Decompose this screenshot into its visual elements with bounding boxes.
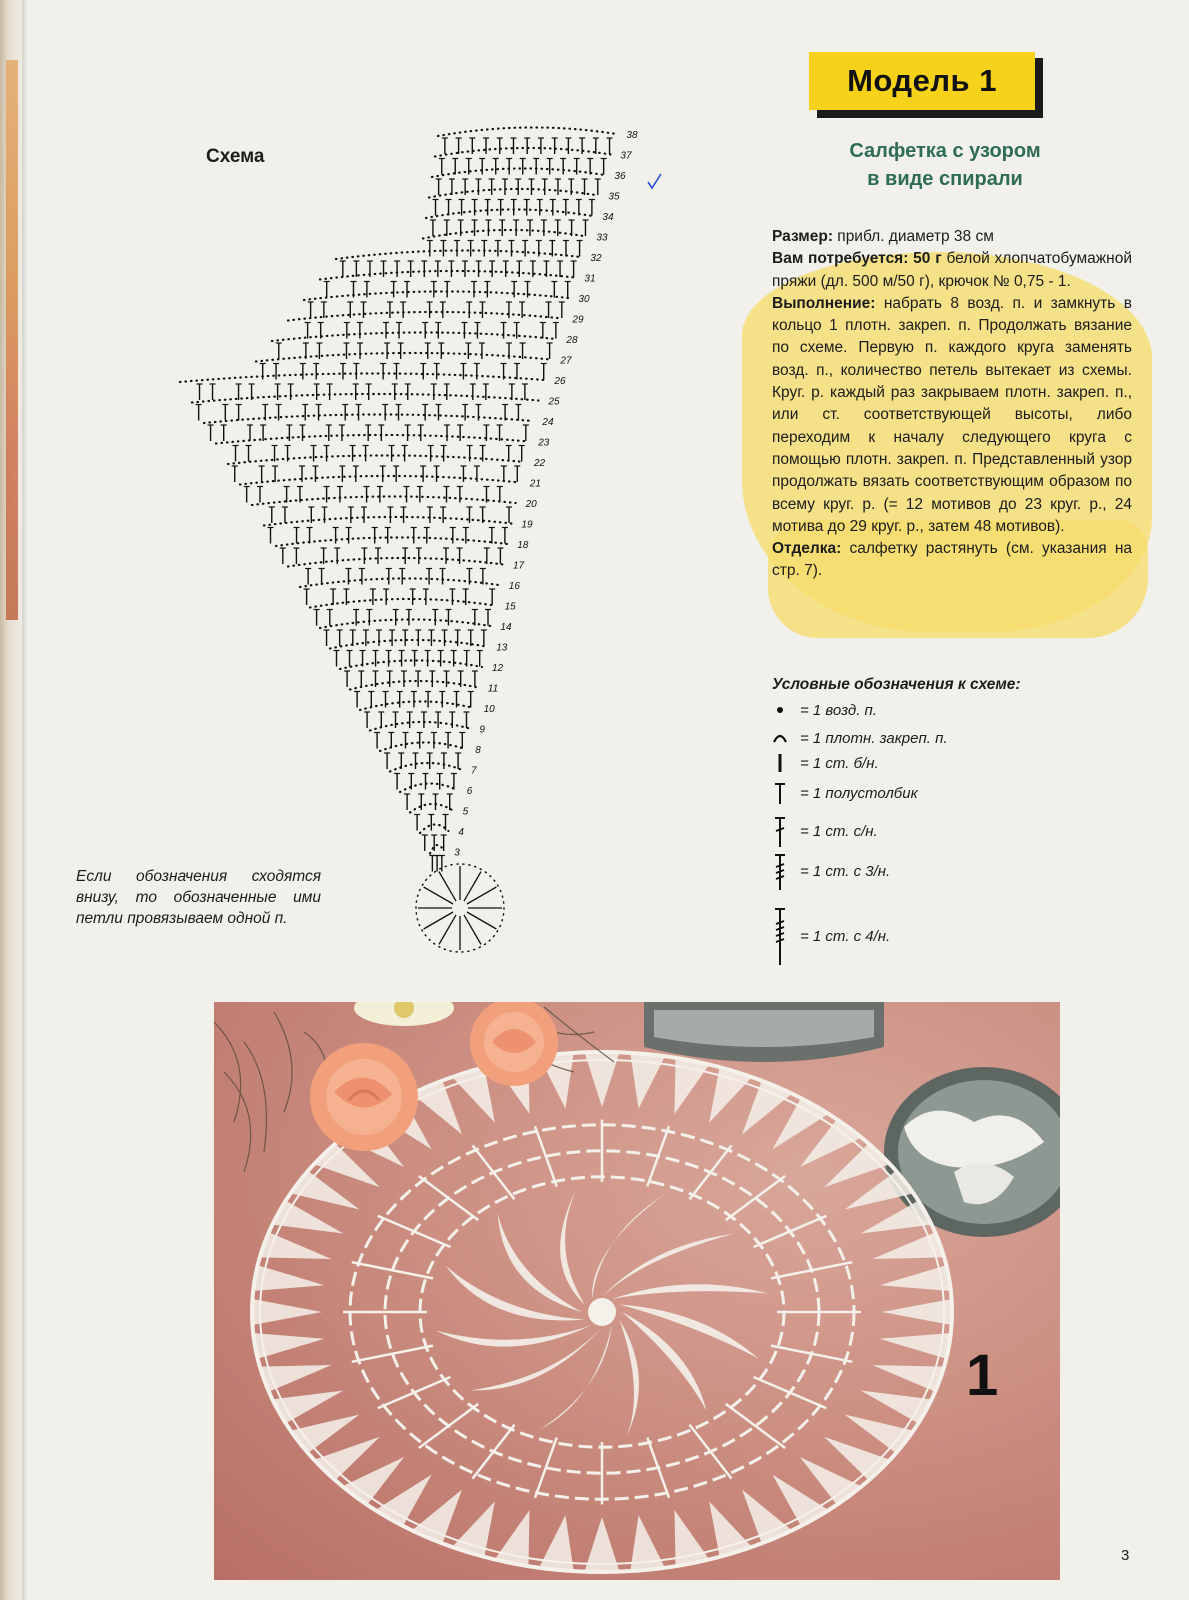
chain-row xyxy=(432,168,604,177)
spiral-arm xyxy=(612,1284,768,1299)
legend-item-half-double xyxy=(772,781,918,805)
row-number: 32 xyxy=(590,253,602,264)
fan-wedge xyxy=(253,1333,324,1359)
legend-text: = 1 ст. с/н. xyxy=(800,822,878,840)
spiral-arm xyxy=(446,1266,585,1321)
spiral-arm xyxy=(560,1187,585,1304)
legend-item-single xyxy=(772,751,879,775)
need-label: Вам потребуется: xyxy=(772,250,909,268)
fan-wedge xyxy=(872,1365,944,1392)
chain-row xyxy=(438,127,616,136)
row-number: 21 xyxy=(529,478,541,490)
chain-row xyxy=(272,332,556,341)
row-number: 28 xyxy=(566,335,578,346)
row-number: 11 xyxy=(487,683,499,695)
legend-item-chain xyxy=(772,698,877,722)
chain-row xyxy=(380,742,465,751)
fan-wedge xyxy=(452,1501,495,1556)
half-double-crochet-icon xyxy=(772,781,796,805)
chain-row xyxy=(429,189,598,198)
instructions xyxy=(772,226,1132,583)
mesh-spoke xyxy=(378,1216,451,1247)
fan-wedge xyxy=(880,1333,951,1359)
fan-wedge xyxy=(861,1201,932,1234)
mesh-spoke xyxy=(378,1377,451,1408)
fan-wedge xyxy=(252,1299,322,1325)
magazine-spine xyxy=(0,0,22,1600)
row-number: 37 xyxy=(620,150,632,162)
mesh-spoke xyxy=(726,1176,785,1220)
scheme-label: Схема xyxy=(206,146,265,167)
size-text: прибл. диаметр 38 см xyxy=(837,228,994,245)
doily-photo xyxy=(214,1002,1060,1580)
chain-row xyxy=(288,312,562,321)
row-number: 9 xyxy=(479,724,485,736)
chart-note: Если обозначения сходятся внизу, то обозначенные ими петли провязываем одной п. xyxy=(76,868,321,927)
row-number: 4 xyxy=(458,827,464,838)
work-paragraph xyxy=(772,293,1132,538)
row-number: 34 xyxy=(602,212,614,223)
chain-row xyxy=(420,824,448,833)
quadruple-crochet-icon xyxy=(772,906,796,966)
check-mark-icon xyxy=(648,174,661,188)
mesh-spoke xyxy=(352,1262,433,1278)
spiral-arm xyxy=(436,1325,592,1347)
chain-row xyxy=(310,599,495,608)
work-text: набрать 8 возд. п. и замкнуть в кольцо 1 плотн. закреп. п. Продолжать вязание по схеме. Первую п. каждого круга заменять возд. п., количество петель вытекает из схемы. Круг. р. каждый раз закрываем плотн. закреп. п., или ст. соответствующей высоты, либо переходим к началу следующего круга с помощью плотн. закреп. п. Представленный узор продолжать вязать соответствующим образом по всему круг. р. (= 12 мотивов до 23 круг. р., 24 мотива до 29 круг. р., затем 48 мотивов). xyxy=(772,294,1132,535)
fan-wedge xyxy=(880,1265,951,1291)
fan-wedge xyxy=(674,1510,709,1566)
chain-row xyxy=(320,619,490,628)
spiral-arm xyxy=(619,1305,758,1359)
legend-text: = 1 плотн. закреп. п. xyxy=(800,729,948,747)
chain-row xyxy=(276,537,507,546)
row-number: 6 xyxy=(466,786,473,797)
legend-text: = 1 ст. б/н. xyxy=(800,754,879,772)
legend-item-slip xyxy=(772,726,948,750)
row-number: 38 xyxy=(626,130,638,141)
legend-text: = 1 возд. п. xyxy=(800,701,877,719)
row-number: 31 xyxy=(584,273,596,285)
fan-wedge xyxy=(260,1232,332,1259)
row-number: 24 xyxy=(542,417,554,428)
chain-row xyxy=(252,496,516,505)
fan-wedge xyxy=(882,1299,952,1325)
row-number: 5 xyxy=(462,806,469,818)
chain-row xyxy=(430,845,444,854)
row-number: 36 xyxy=(614,171,626,182)
chain-row xyxy=(410,804,453,813)
legend-title: Условные обозначения к схеме: xyxy=(772,676,1021,693)
fan-wedge xyxy=(709,1501,752,1556)
doily-photo-svg xyxy=(214,1002,1060,1580)
row-number: 13 xyxy=(496,642,508,654)
fan-wedge xyxy=(272,1201,343,1234)
triple-crochet-icon xyxy=(772,851,796,891)
spiral-arm xyxy=(619,1320,639,1437)
photo-number: 1 xyxy=(966,1343,999,1408)
spiral-arm xyxy=(498,1213,582,1312)
page-number: 3 xyxy=(1121,1547,1130,1564)
chain-row xyxy=(264,517,511,526)
silver-vase-highlight xyxy=(654,1010,874,1047)
chain-row xyxy=(336,250,580,259)
row-number: 20 xyxy=(525,499,537,510)
chain-row xyxy=(180,373,544,382)
rose-right xyxy=(470,1002,558,1086)
row-number: 26 xyxy=(554,376,566,387)
spiral-arm xyxy=(592,1195,664,1299)
model-badge xyxy=(817,58,1043,118)
row-number: 22 xyxy=(534,458,546,469)
chain-row xyxy=(426,209,592,218)
fan-wedge xyxy=(585,1052,620,1107)
chain-stitch-icon xyxy=(772,698,796,722)
row-number: 19 xyxy=(521,519,533,531)
fan-wedge xyxy=(709,1067,752,1122)
chain-row xyxy=(340,660,482,669)
model-title-line2: в виде спирали xyxy=(867,168,1023,190)
mesh-spoke xyxy=(473,1145,515,1199)
fan-wedge xyxy=(260,1365,332,1392)
finish-label: Отделка: xyxy=(772,540,842,558)
row-number: 30 xyxy=(578,294,590,305)
legend-item-triple xyxy=(772,851,890,891)
double-crochet-icon xyxy=(772,814,796,848)
chain-row xyxy=(350,681,478,690)
chain-row xyxy=(228,455,524,464)
single-crochet-icon xyxy=(772,751,796,775)
row-number: 18 xyxy=(517,540,529,551)
chain-row xyxy=(400,783,457,792)
mesh-spoke xyxy=(754,1377,827,1408)
mesh-spoke xyxy=(690,1145,732,1199)
mesh-spoke xyxy=(352,1346,433,1362)
fan-wedge xyxy=(630,1053,665,1109)
chain-row xyxy=(423,230,586,239)
finish-paragraph xyxy=(772,538,1132,583)
fan-wedge xyxy=(585,1517,620,1572)
spiral-arm xyxy=(540,1325,612,1429)
need-strong: 50 г xyxy=(913,250,942,268)
row-number: 15 xyxy=(504,601,516,613)
model-badge-label: Модель 1 xyxy=(809,52,1035,110)
fan-wedge xyxy=(272,1390,343,1423)
spiral-arm xyxy=(470,1327,602,1390)
row-number: 3 xyxy=(454,847,460,859)
mesh-spoke xyxy=(419,1176,478,1220)
size-label: Размер: xyxy=(772,228,833,245)
model-title xyxy=(760,137,1130,193)
row-number: 7 xyxy=(471,765,477,777)
chain-row xyxy=(304,291,568,300)
doily-center xyxy=(588,1298,616,1326)
row-number: 33 xyxy=(596,232,608,244)
row-number: 27 xyxy=(560,355,572,367)
legend-text: = 1 полустолбик xyxy=(800,784,918,802)
crochet-chart-svg xyxy=(150,78,710,998)
legend-text: = 1 ст. с 3/н. xyxy=(800,862,891,880)
row-number: 17 xyxy=(513,560,525,572)
mesh-spoke xyxy=(419,1404,478,1448)
model-title-line1: Салфетка с узором xyxy=(849,140,1041,162)
need-text: белой хлопчатобумажной пряжи (дл. 500 м/50 г), крючок № 0,75 - 1. xyxy=(772,250,1132,290)
row-number: 16 xyxy=(508,581,520,592)
legend-item-double xyxy=(772,814,878,848)
mesh-spoke xyxy=(473,1425,515,1479)
fan-wedge xyxy=(539,1515,574,1571)
row-number: 14 xyxy=(500,622,512,633)
row-number: 8 xyxy=(475,745,481,756)
row-number: 12 xyxy=(492,663,504,674)
daisy-flower xyxy=(354,1002,454,1026)
crochet-chart xyxy=(150,78,710,998)
fan-wedge xyxy=(674,1058,709,1114)
chain-row xyxy=(240,476,520,485)
fan-wedge xyxy=(253,1265,324,1291)
mesh-spoke xyxy=(771,1346,852,1362)
chain-row xyxy=(256,353,550,362)
fan-wedge xyxy=(495,1510,530,1566)
chain-row xyxy=(435,148,610,157)
work-label: Выполнение: xyxy=(772,294,876,312)
chain-row xyxy=(320,271,574,280)
mesh-spoke xyxy=(754,1216,827,1247)
fan-wedge xyxy=(630,1515,665,1571)
slip-stitch-icon xyxy=(772,726,796,750)
page-fold-shadow xyxy=(22,0,28,1600)
row-number: 23 xyxy=(538,437,550,449)
legend-item-quadruple xyxy=(772,906,890,966)
fan-wedge xyxy=(872,1232,944,1259)
rose-left xyxy=(310,1043,418,1151)
size-paragraph xyxy=(772,226,1132,248)
chain-row xyxy=(370,722,469,731)
mesh-spoke xyxy=(726,1404,785,1448)
row-number: 25 xyxy=(548,396,560,408)
chain-row xyxy=(204,414,532,423)
fan-wedge xyxy=(861,1390,932,1423)
mesh-spoke xyxy=(771,1262,852,1278)
legend-text: = 1 ст. с 4/н. xyxy=(800,927,891,945)
need-paragraph xyxy=(772,248,1132,293)
row-number: 35 xyxy=(608,191,620,203)
spine-strip xyxy=(6,60,18,620)
row-number: 10 xyxy=(483,704,495,715)
chain-row xyxy=(288,558,503,567)
row-number: 29 xyxy=(572,314,584,326)
finish-text: салфетку растянуть (см. указания на стр. 7). xyxy=(772,540,1133,580)
mesh-spoke xyxy=(690,1425,732,1479)
